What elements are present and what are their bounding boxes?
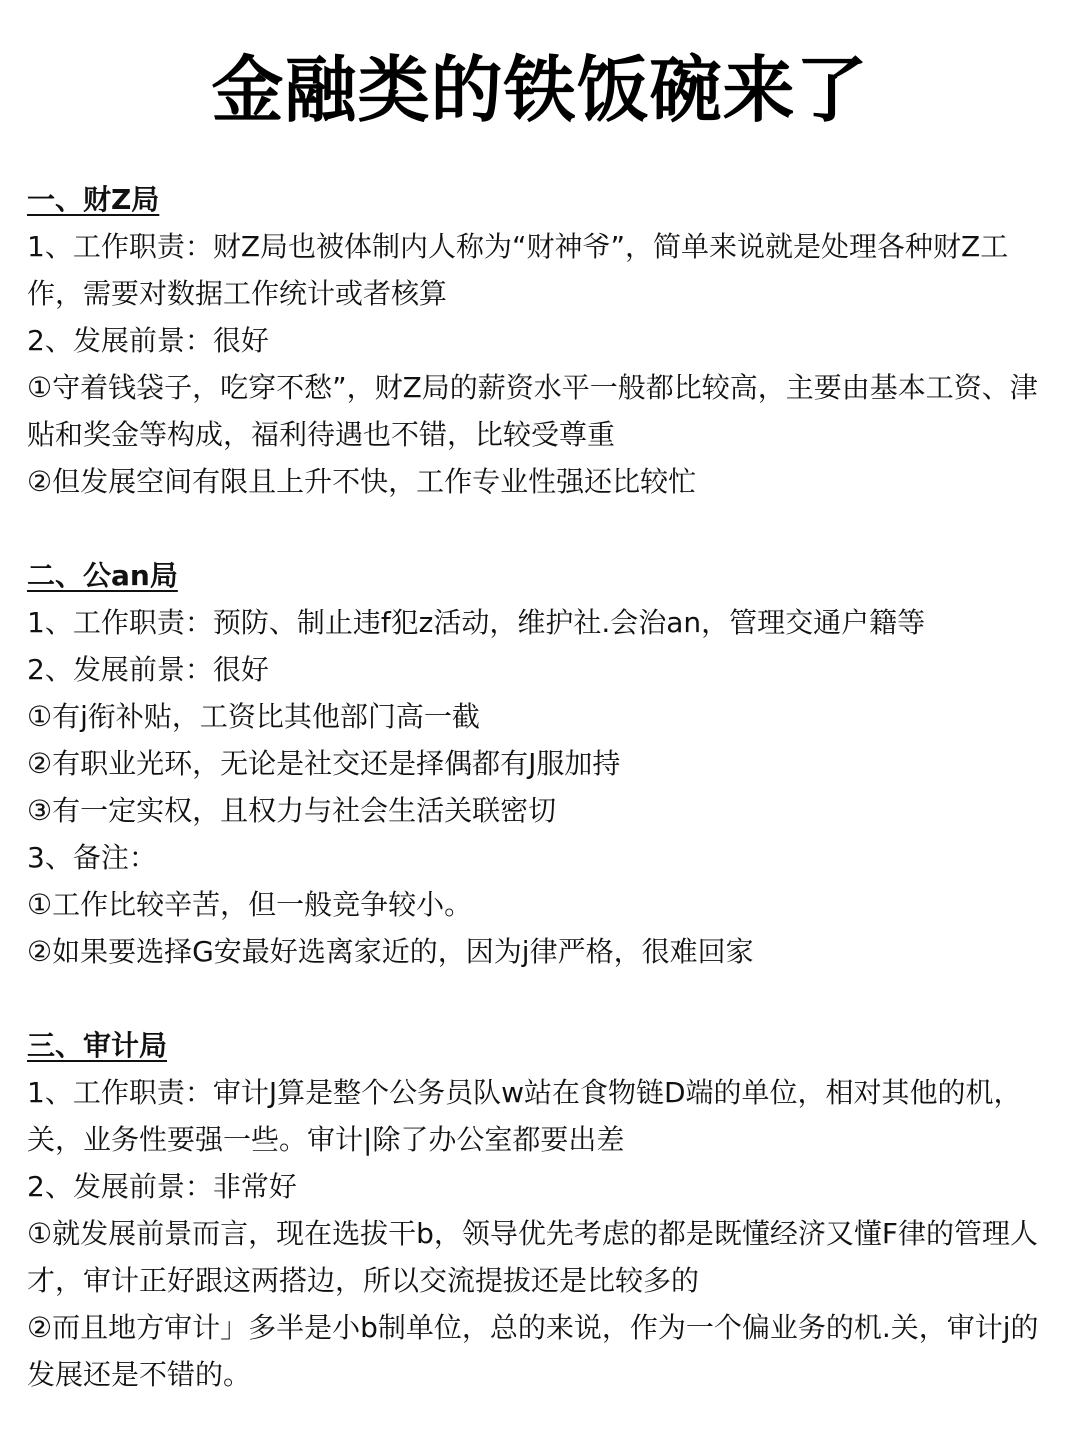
paragraph-line: ②如果要选择G安最好选离家近的，因为j律严格，很难回家: [27, 935, 754, 968]
section-public-security-bureau: [27, 552, 1057, 975]
paragraph-line: ②有职业光环，无论是社交还是择偶都有J服加持: [27, 747, 621, 780]
page-title: 金融类的铁饭碗来了: [211, 48, 869, 132]
paragraph-line: ①有j衔补贴，工资比其他部门高一截: [27, 700, 480, 733]
paragraph-line: 1、工作职责：预防、制止违f犯z活动，维护社.会治an，管理交通户籍等: [27, 606, 926, 639]
article-body: [27, 176, 1057, 1398]
paragraph-line: ②但发展空间有限且上升不快，工作专业性强还比较忙: [27, 465, 697, 498]
paragraph-line: ①守着钱袋子，吃穿不愁”，财Z局的薪资水平一般都比较高，主要由基本工资、津贴和奖金等构成，福利待遇也不错，比较受尊重: [27, 371, 1038, 451]
section-finance-bureau: [27, 176, 1057, 505]
paragraph-line: ②而且地方审计」多半是小b制单位，总的来说，作为一个偏业务的机.关，审计j的发展还是不错的。: [27, 1311, 1039, 1391]
section-heading: 一、财Z局: [27, 183, 160, 216]
paragraph-line: 2、发展前景：非常好: [27, 1170, 297, 1203]
paragraph-line: ①就发展前景而言，现在选拔干b，领导优先考虑的都是既懂经济又懂F律的管理人才，审计正好跟这两搭边，所以交流提拔还是比较多的: [27, 1217, 1038, 1297]
paragraph-line: 3、备注：: [27, 841, 157, 874]
section-heading: 三、审计局: [27, 1029, 168, 1062]
section-heading: 二、公an局: [27, 559, 178, 592]
paragraph-line: 1、工作职责：财Z局也被体制内人称为“财神爷”，简单来说就是处理各种财Z工作，需要对数据工作统计或者核算: [27, 230, 1009, 310]
paragraph-line: 2、发展前景：很好: [27, 653, 269, 686]
section-audit-bureau: [27, 1022, 1057, 1398]
paragraph-line: ③有一定实权，且权力与社会生活关联密切: [27, 794, 557, 827]
paragraph-line: ①工作比较辛苦，但一般竞争较小。: [27, 888, 473, 921]
paragraph-line: 1、工作职责：审计J算是整个公务员队w站在食物链D端的单位，相对其他的机，关，业务性要强一些。审计|除了办公室都要出差: [27, 1076, 1022, 1156]
paragraph-line: 2、发展前景：很好: [27, 324, 269, 357]
